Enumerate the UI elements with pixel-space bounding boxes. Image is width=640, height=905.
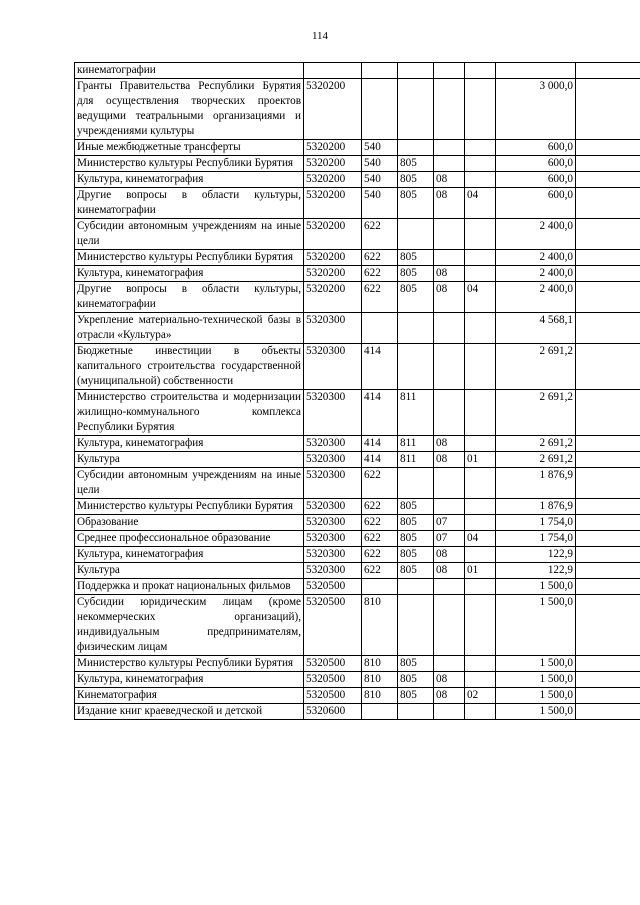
amount-cell: 1 500,0	[496, 688, 576, 704]
extra-cell	[576, 531, 640, 547]
target-article-cell: 5320200	[304, 156, 362, 172]
amount-cell: 600,0	[496, 156, 576, 172]
table-row	[75, 219, 640, 250]
name-cell: Министерство строительства и модернизации жилищно-коммунального комплекса Республики Бурятия	[75, 390, 304, 436]
name-cell: Субсидии юридическим лицам (кроме некоммерческих организаций), индивидуальным предпринимателям, физическим лицам	[75, 595, 304, 656]
target-article-cell: 5320300	[304, 499, 362, 515]
amount-cell: 4 568,1	[496, 313, 576, 344]
subsection-cell	[465, 390, 496, 436]
section-cell	[434, 250, 465, 266]
name-cell: Министерство культуры Республики Бурятия	[75, 656, 304, 672]
amount-cell: 600,0	[496, 188, 576, 219]
target-article-cell: 5320300	[304, 563, 362, 579]
target-article-cell: 5320200	[304, 79, 362, 140]
subsection-cell	[465, 672, 496, 688]
table-row	[75, 656, 640, 672]
subsection-cell	[465, 499, 496, 515]
target-article-cell: 5320300	[304, 547, 362, 563]
section-cell	[434, 156, 465, 172]
section-cell: 08	[434, 282, 465, 313]
amount-cell: 2 400,0	[496, 282, 576, 313]
section-cell: 08	[434, 436, 465, 452]
section-cell	[434, 313, 465, 344]
amount-cell: 600,0	[496, 172, 576, 188]
name-cell: Культура, кинематография	[75, 266, 304, 282]
extra-cell	[576, 156, 640, 172]
table-row	[75, 499, 640, 515]
subsection-cell	[465, 63, 496, 79]
target-article-cell: 5320500	[304, 672, 362, 688]
name-cell: кинематографии	[75, 63, 304, 79]
amount-cell: 1 754,0	[496, 515, 576, 531]
administrator-code-cell: 805	[398, 250, 434, 266]
section-cell	[434, 468, 465, 499]
expense-type-cell: 414	[362, 344, 398, 390]
administrator-code-cell: 811	[398, 452, 434, 468]
target-article-cell: 5320300	[304, 344, 362, 390]
amount-cell: 3 000,0	[496, 79, 576, 140]
table-row	[75, 250, 640, 266]
expense-type-cell: 622	[362, 499, 398, 515]
amount-cell: 1 500,0	[496, 672, 576, 688]
table-row	[75, 282, 640, 313]
amount-cell: 2 691,2	[496, 390, 576, 436]
target-article-cell: 5320300	[304, 468, 362, 499]
name-cell: Иные межбюджетные трансферты	[75, 140, 304, 156]
subsection-cell: 04	[465, 531, 496, 547]
administrator-code-cell: 805	[398, 172, 434, 188]
subsection-cell: 01	[465, 563, 496, 579]
section-cell	[434, 79, 465, 140]
subsection-cell	[465, 579, 496, 595]
extra-cell	[576, 436, 640, 452]
target-article-cell: 5320300	[304, 390, 362, 436]
expense-type-cell: 540	[362, 172, 398, 188]
amount-cell: 2 691,2	[496, 344, 576, 390]
name-cell: Кинематография	[75, 688, 304, 704]
amount-cell: 1 500,0	[496, 595, 576, 656]
target-article-cell: 5320200	[304, 219, 362, 250]
section-cell	[434, 63, 465, 79]
section-cell	[434, 656, 465, 672]
table-row	[75, 672, 640, 688]
expense-type-cell: 540	[362, 156, 398, 172]
section-cell: 08	[434, 672, 465, 688]
extra-cell	[576, 140, 640, 156]
subsection-cell: 01	[465, 452, 496, 468]
table-row	[75, 452, 640, 468]
amount-cell: 1 754,0	[496, 531, 576, 547]
expense-type-cell: 414	[362, 436, 398, 452]
table-row	[75, 547, 640, 563]
expense-type-cell: 622	[362, 468, 398, 499]
section-cell: 08	[434, 266, 465, 282]
target-article-cell: 5320200	[304, 140, 362, 156]
table-row	[75, 468, 640, 499]
table-row	[75, 156, 640, 172]
administrator-code-cell: 805	[398, 515, 434, 531]
subsection-cell	[465, 344, 496, 390]
amount-cell: 122,9	[496, 547, 576, 563]
name-cell: Культура	[75, 563, 304, 579]
target-article-cell: 5320200	[304, 172, 362, 188]
administrator-code-cell: 805	[398, 688, 434, 704]
extra-cell	[576, 452, 640, 468]
expense-type-cell: 414	[362, 390, 398, 436]
section-cell	[434, 704, 465, 720]
administrator-code-cell: 805	[398, 563, 434, 579]
expense-type-cell: 540	[362, 188, 398, 219]
name-cell: Гранты Правительства Республики Бурятия для осуществления творческих проектов ведущими театральными организациями и учреждениями культуры	[75, 79, 304, 140]
administrator-code-cell	[398, 704, 434, 720]
target-article-cell: 5320200	[304, 250, 362, 266]
administrator-code-cell	[398, 63, 434, 79]
name-cell: Культура, кинематография	[75, 547, 304, 563]
extra-cell	[576, 344, 640, 390]
target-article-cell: 5320300	[304, 452, 362, 468]
table-row	[75, 579, 640, 595]
subsection-cell	[465, 156, 496, 172]
target-article-cell: 5320500	[304, 688, 362, 704]
table-row	[75, 63, 640, 79]
table-row	[75, 390, 640, 436]
section-cell	[434, 140, 465, 156]
administrator-code-cell: 811	[398, 436, 434, 452]
subsection-cell	[465, 436, 496, 452]
section-cell	[434, 219, 465, 250]
administrator-code-cell	[398, 313, 434, 344]
expense-type-cell: 540	[362, 140, 398, 156]
administrator-code-cell	[398, 79, 434, 140]
extra-cell	[576, 219, 640, 250]
name-cell: Другие вопросы в области культуры, кинематографии	[75, 188, 304, 219]
target-article-cell: 5320500	[304, 656, 362, 672]
subsection-cell	[465, 468, 496, 499]
administrator-code-cell	[398, 468, 434, 499]
expense-type-cell: 622	[362, 515, 398, 531]
table-row	[75, 595, 640, 656]
target-article-cell: 5320500	[304, 579, 362, 595]
amount-cell: 122,9	[496, 563, 576, 579]
subsection-cell	[465, 313, 496, 344]
section-cell	[434, 344, 465, 390]
expense-type-cell	[362, 579, 398, 595]
expense-type-cell: 622	[362, 282, 398, 313]
section-cell: 08	[434, 172, 465, 188]
table-row	[75, 515, 640, 531]
name-cell: Другие вопросы в области культуры, кинематографии	[75, 282, 304, 313]
extra-cell	[576, 250, 640, 266]
table-row	[75, 688, 640, 704]
subsection-cell	[465, 656, 496, 672]
extra-cell	[576, 172, 640, 188]
amount-cell: 2 691,2	[496, 436, 576, 452]
section-cell: 08	[434, 688, 465, 704]
administrator-code-cell	[398, 344, 434, 390]
amount-cell: 1 876,9	[496, 499, 576, 515]
amount-cell: 2 400,0	[496, 219, 576, 250]
section-cell: 07	[434, 531, 465, 547]
name-cell: Министерство культуры Республики Бурятия	[75, 156, 304, 172]
target-article-cell: 5320300	[304, 515, 362, 531]
name-cell: Субсидии автономным учреждениям на иные цели	[75, 219, 304, 250]
name-cell: Культура, кинематография	[75, 436, 304, 452]
expense-type-cell: 810	[362, 595, 398, 656]
subsection-cell	[465, 140, 496, 156]
subsection-cell	[465, 515, 496, 531]
target-article-cell: 5320300	[304, 531, 362, 547]
extra-cell	[576, 672, 640, 688]
section-cell: 08	[434, 563, 465, 579]
extra-cell	[576, 266, 640, 282]
expense-type-cell: 622	[362, 250, 398, 266]
subsection-cell	[465, 266, 496, 282]
section-cell: 08	[434, 188, 465, 219]
amount-cell: 2 691,2	[496, 452, 576, 468]
administrator-code-cell: 805	[398, 672, 434, 688]
expense-type-cell: 622	[362, 219, 398, 250]
extra-cell	[576, 595, 640, 656]
amount-cell: 1 500,0	[496, 704, 576, 720]
expense-type-cell: 622	[362, 531, 398, 547]
administrator-code-cell	[398, 140, 434, 156]
name-cell: Культура	[75, 452, 304, 468]
table-row	[75, 531, 640, 547]
extra-cell	[576, 499, 640, 515]
extra-cell	[576, 688, 640, 704]
subsection-cell: 04	[465, 282, 496, 313]
amount-cell	[496, 63, 576, 79]
target-article-cell: 5320200	[304, 282, 362, 313]
extra-cell	[576, 468, 640, 499]
table-row	[75, 313, 640, 344]
subsection-cell	[465, 704, 496, 720]
section-cell: 07	[434, 515, 465, 531]
administrator-code-cell: 805	[398, 266, 434, 282]
administrator-code-cell	[398, 595, 434, 656]
amount-cell: 600,0	[496, 140, 576, 156]
target-article-cell: 5320200	[304, 188, 362, 219]
expense-type-cell: 622	[362, 563, 398, 579]
subsection-cell	[465, 547, 496, 563]
expense-type-cell	[362, 63, 398, 79]
extra-cell	[576, 79, 640, 140]
extra-cell	[576, 390, 640, 436]
expense-type-cell: 810	[362, 656, 398, 672]
expense-type-cell	[362, 79, 398, 140]
subsection-cell	[465, 172, 496, 188]
target-article-cell	[304, 63, 362, 79]
name-cell: Бюджетные инвестиции в объекты капитального строительства государственной (муниципальной) собственности	[75, 344, 304, 390]
target-article-cell: 5320300	[304, 313, 362, 344]
amount-cell: 2 400,0	[496, 266, 576, 282]
extra-cell	[576, 188, 640, 219]
name-cell: Культура, кинематография	[75, 672, 304, 688]
name-cell: Министерство культуры Республики Бурятия	[75, 250, 304, 266]
expense-type-cell	[362, 704, 398, 720]
amount-cell: 1 500,0	[496, 579, 576, 595]
administrator-code-cell: 805	[398, 531, 434, 547]
section-cell	[434, 390, 465, 436]
section-cell: 08	[434, 452, 465, 468]
expense-type-cell: 622	[362, 266, 398, 282]
budget-table	[74, 62, 640, 720]
target-article-cell: 5320300	[304, 436, 362, 452]
page-number: 114	[311, 30, 329, 42]
table-row	[75, 344, 640, 390]
extra-cell	[576, 579, 640, 595]
administrator-code-cell: 811	[398, 390, 434, 436]
administrator-code-cell: 805	[398, 547, 434, 563]
extra-cell	[576, 563, 640, 579]
name-cell: Издание книг краеведческой и детской	[75, 704, 304, 720]
extra-cell	[576, 313, 640, 344]
section-cell	[434, 499, 465, 515]
extra-cell	[576, 63, 640, 79]
name-cell: Образование	[75, 515, 304, 531]
subsection-cell	[465, 250, 496, 266]
extra-cell	[576, 282, 640, 313]
subsection-cell	[465, 595, 496, 656]
name-cell: Укрепление материально-технической базы в отрасли «Культура»	[75, 313, 304, 344]
administrator-code-cell: 805	[398, 656, 434, 672]
administrator-code-cell	[398, 219, 434, 250]
name-cell: Среднее профессиональное образование	[75, 531, 304, 547]
table-row	[75, 563, 640, 579]
name-cell: Поддержка и прокат национальных фильмов	[75, 579, 304, 595]
expense-type-cell: 622	[362, 547, 398, 563]
subsection-cell	[465, 79, 496, 140]
extra-cell	[576, 515, 640, 531]
administrator-code-cell: 805	[398, 499, 434, 515]
name-cell: Культура, кинематография	[75, 172, 304, 188]
table-row	[75, 704, 640, 720]
name-cell: Министерство культуры Республики Бурятия	[75, 499, 304, 515]
table-row	[75, 266, 640, 282]
subsection-cell: 04	[465, 188, 496, 219]
administrator-code-cell	[398, 579, 434, 595]
section-cell: 08	[434, 547, 465, 563]
administrator-code-cell: 805	[398, 188, 434, 219]
target-article-cell: 5320600	[304, 704, 362, 720]
table-row	[75, 172, 640, 188]
expense-type-cell: 810	[362, 672, 398, 688]
amount-cell: 1 876,9	[496, 468, 576, 499]
table-row	[75, 79, 640, 140]
budget-table-body	[75, 63, 640, 720]
section-cell	[434, 595, 465, 656]
section-cell	[434, 579, 465, 595]
administrator-code-cell: 805	[398, 156, 434, 172]
table-row	[75, 140, 640, 156]
amount-cell: 2 400,0	[496, 250, 576, 266]
subsection-cell: 02	[465, 688, 496, 704]
administrator-code-cell: 805	[398, 282, 434, 313]
table-row	[75, 436, 640, 452]
table-row	[75, 188, 640, 219]
target-article-cell: 5320200	[304, 266, 362, 282]
extra-cell	[576, 704, 640, 720]
expense-type-cell	[362, 313, 398, 344]
extra-cell	[576, 547, 640, 563]
subsection-cell	[465, 219, 496, 250]
amount-cell: 1 500,0	[496, 656, 576, 672]
extra-cell	[576, 656, 640, 672]
target-article-cell: 5320500	[304, 595, 362, 656]
expense-type-cell: 414	[362, 452, 398, 468]
name-cell: Субсидии автономным учреждениям на иные цели	[75, 468, 304, 499]
expense-type-cell: 810	[362, 688, 398, 704]
